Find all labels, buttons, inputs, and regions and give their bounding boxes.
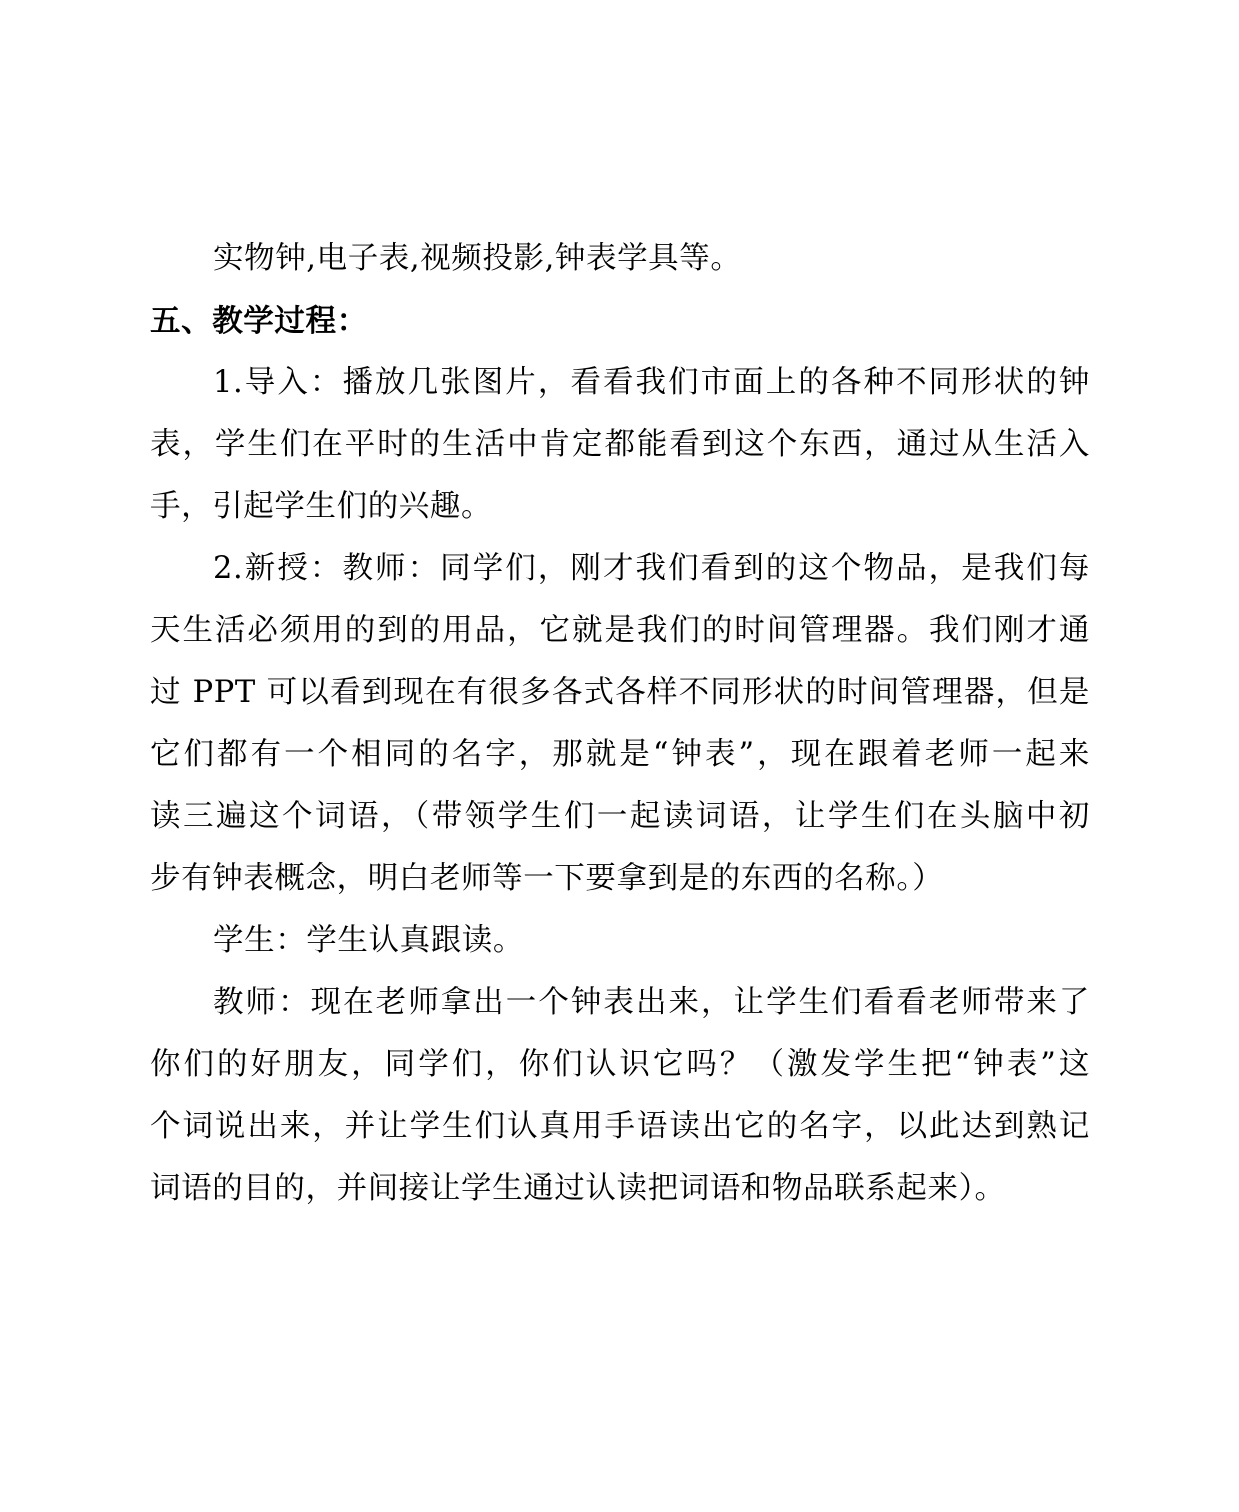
paragraph-line: 2.新授：教师：同学们，刚才我们看到的这个物品，是我们每 xyxy=(213,551,1090,586)
paragraph-line: 1.导入：播放几张图片，看看我们市面上的各种不同形状的钟 xyxy=(213,365,1090,400)
teacher-paragraph xyxy=(150,972,1090,1220)
paragraph-line: 你们的好朋友，同学们，你们认识它吗？（激发学生把“钟表”这 xyxy=(150,1047,1090,1082)
paragraph-line: 表，学生们在平时的生活中肯定都能看到这个东西，通过从生活入 xyxy=(150,427,1090,462)
paragraph-line: 教师：现在老师拿出一个钟表出来，让学生们看看老师带来了 xyxy=(213,985,1090,1020)
student-line: 学生：学生认真跟读。 xyxy=(213,923,524,958)
paragraph-line: 过 PPT 可以看到现在有很多各式各样不同形状的时间管理器，但是 xyxy=(150,675,1090,710)
paragraph-line: 读三遍这个词语，（带领学生们一起读词语，让学生们在头脑中初 xyxy=(150,799,1090,834)
paragraph-line: 个词说出来，并让学生们认真用手语读出它的名字，以此达到熟记 xyxy=(150,1109,1090,1144)
section-heading: 五、教学过程： xyxy=(150,303,368,339)
document-body xyxy=(150,228,1090,1220)
paragraph-line: 它们都有一个相同的名字，那就是“钟表”，现在跟着老师一起来 xyxy=(150,737,1090,772)
materials-line: 实物钟,电子表,视频投影,钟表学具等。 xyxy=(213,241,742,276)
paragraph-line: 步有钟表概念，明白老师等一下要拿到是的东西的名称。） xyxy=(150,861,944,896)
paragraph-line: 词语的目的，并间接让学生通过认读把词语和物品联系起来）。 xyxy=(150,1171,1006,1206)
new-lesson-paragraph xyxy=(150,538,1090,910)
intro-paragraph xyxy=(150,352,1090,538)
paragraph-line: 天生活必须用的到的用品，它就是我们的时间管理器。我们刚才通 xyxy=(150,613,1090,648)
paragraph-line: 手，引起学生们的兴趣。 xyxy=(150,489,493,524)
